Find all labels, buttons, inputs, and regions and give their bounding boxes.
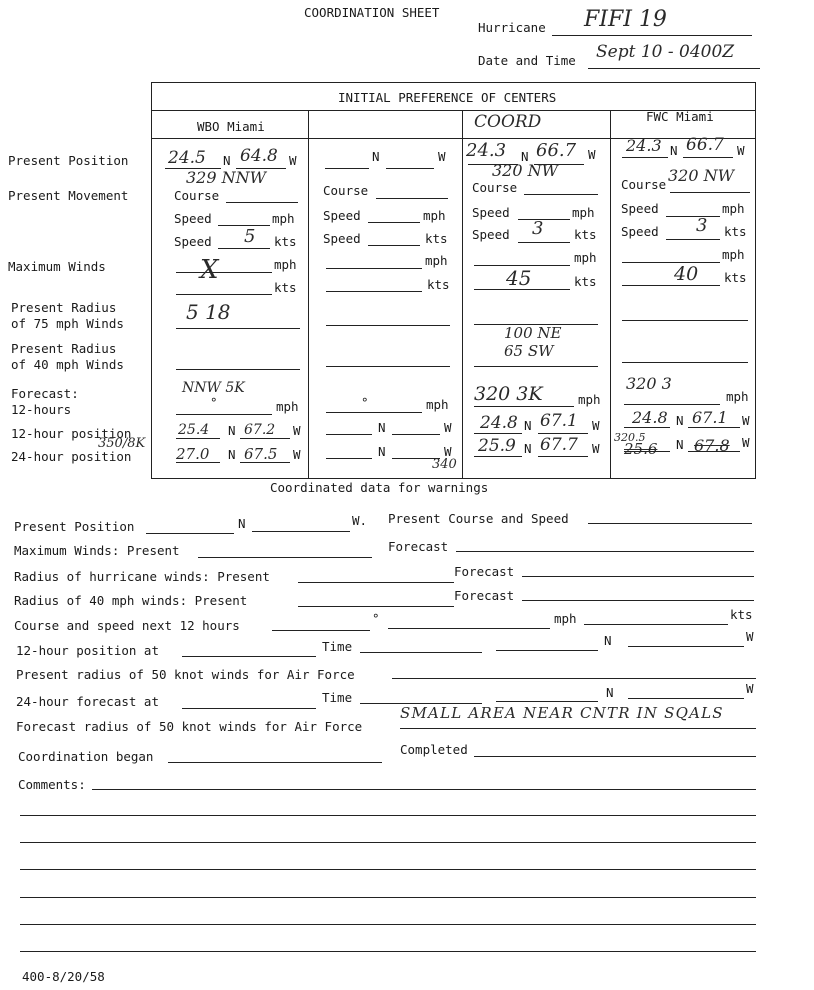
c2-course-label: Course: [323, 183, 369, 198]
c1-p12-lon-line: [240, 438, 290, 439]
c3-speed-kts-value: 3: [532, 218, 544, 239]
c3-speed-kts-unit: kts: [574, 227, 597, 242]
radius-40-label: Radius of 40 mph winds: Present: [14, 593, 248, 608]
col-label-coord: COORD: [474, 112, 542, 132]
c4-radius75-line: [622, 320, 748, 321]
c4-fc-value: 320 3: [626, 374, 672, 393]
c2-p12-lat-line: [326, 434, 372, 435]
row-label-pos12: 12-hour position: [11, 426, 132, 441]
course-speed-12-deg: °: [372, 611, 380, 626]
c3-fc-value: 320 3K: [474, 383, 543, 405]
col-label-divider: [152, 138, 755, 139]
c1-speed-mph-unit: mph: [272, 211, 295, 226]
c4-p12-lon: 67.1: [692, 408, 728, 427]
c2-speed-kts-line: [368, 245, 420, 246]
c4-p12-lat-line: [624, 427, 670, 428]
c4-speed-kts-line: [666, 239, 720, 240]
c3-p24-n: N: [524, 441, 532, 456]
c1-pos-w: W: [289, 153, 297, 168]
c1-pos-lon: 64.8: [240, 146, 278, 166]
c1-p24-n: N: [228, 447, 236, 462]
c1-speed-mph-label: Speed: [174, 211, 212, 226]
c4-maxwind-mph-line: [622, 262, 720, 263]
completed-label: Completed: [400, 742, 468, 757]
c1-side-note: 350/8K: [98, 436, 146, 451]
c3-p24-lat: 25.9: [478, 436, 516, 456]
comments-line-1: [92, 789, 756, 790]
row-label-maximum-winds: Maximum Winds: [8, 259, 106, 274]
c4-course-value: 320 NW: [668, 166, 735, 185]
c2-p12-lon-line: [392, 434, 440, 435]
course-speed-12-deg-line: [272, 630, 370, 631]
comments-line-6: [20, 924, 756, 925]
comments-line-3: [20, 842, 756, 843]
course-speed-12-mph-line: [388, 628, 550, 629]
c1-maxwind-kts-unit: kts: [274, 280, 297, 295]
c2-speed-mph-line: [368, 222, 420, 223]
comments-label: Comments:: [18, 777, 86, 792]
c4-pos-lon-line: [683, 157, 733, 158]
comments-line-5: [20, 897, 756, 898]
fc-radius50-af-label: Forecast radius of 50 knot winds for Air Force: [16, 719, 363, 734]
c2-fc-deg: °: [361, 395, 369, 410]
c2-speed-kts-label: Speed: [323, 231, 361, 246]
c3-course-label: Course: [472, 180, 518, 195]
c1-p12-lat-line: [176, 438, 220, 439]
c1-maxwind-mph-line: [176, 272, 272, 273]
c4-fc-mph: mph: [726, 389, 749, 404]
c2-speed-kts-unit: kts: [425, 231, 448, 246]
hurricane-label: Hurricane: [478, 20, 546, 35]
c4-p12-w: W: [742, 413, 750, 428]
c1-fc-line: [176, 414, 272, 415]
hurricane-line: [552, 35, 752, 36]
c4-p12-lat: 24.8: [632, 408, 668, 427]
c3-p12-w: W: [592, 418, 600, 433]
c1-p12-lat: 25.4: [178, 422, 210, 438]
course-speed-12-mph: mph: [554, 611, 577, 626]
col-divider-3: [610, 110, 611, 478]
coord-began-line: [168, 762, 382, 763]
c2-p12-w: W: [444, 420, 452, 435]
c3-maxwind-kts-unit: kts: [574, 274, 597, 289]
present-course-speed-label: Present Course and Speed: [388, 511, 569, 526]
radius50-af-label: Present radius of 50 knot winds for Air Force: [16, 667, 355, 682]
c3-speed-kts-line: [518, 242, 570, 243]
c2-pos-lon-line: [386, 168, 434, 169]
c4-speed-kts-label: Speed: [621, 224, 659, 239]
fc24-at-line: [182, 708, 316, 709]
c1-course-value: 329 NNW: [186, 168, 267, 187]
c3-p12-lat: 24.8: [480, 413, 518, 433]
c4-pos-lon: 66.7: [686, 135, 724, 155]
c4-speed-mph-line: [666, 216, 720, 217]
pos12-lon-line: [628, 646, 744, 647]
c1-pos-n: N: [223, 153, 231, 168]
c4-p12-n: N: [676, 413, 684, 428]
radius-40-line: [298, 606, 454, 607]
pos12-w: W: [746, 629, 754, 644]
pos12-lat-line: [496, 650, 598, 651]
fc24-n: N: [606, 685, 614, 700]
fc24-at-label: 24-hour forecast at: [16, 694, 159, 709]
c1-fc-value: NNW 5K: [182, 380, 245, 396]
c3-p12-lon-line: [538, 433, 588, 434]
c3-speed-mph-line: [518, 219, 570, 220]
c4-p24-note: 320.5: [614, 431, 646, 444]
c3-side-note: 340: [432, 457, 457, 472]
c3-radius40-line: [474, 366, 598, 367]
present-position-lon-line: [252, 531, 350, 532]
col-divider-1: [308, 110, 309, 478]
row-label-radius40-2: of 40 mph Winds: [11, 357, 124, 372]
c4-pos-w: W: [737, 143, 745, 158]
row-label-present-movement: Present Movement: [8, 188, 129, 203]
c1-fc-deg: °: [210, 395, 218, 410]
c2-p24-lat-line: [326, 458, 372, 459]
c1-p12-n: N: [228, 423, 236, 438]
row-label-radius75-1: Present Radius: [11, 300, 117, 315]
datetime-line: [588, 68, 760, 69]
c4-pos-n: N: [670, 143, 678, 158]
max-winds-forecast-line: [456, 551, 754, 552]
c1-radius75-line: [176, 328, 300, 329]
table-title: INITIAL PREFERENCE OF CENTERS: [338, 90, 557, 105]
c4-course-label: Course: [621, 177, 667, 192]
present-position-lat-line: [146, 533, 234, 534]
c1-p12-lon: 67.2: [244, 422, 276, 438]
c4-fc-line: [624, 404, 720, 405]
c1-pos-lat: 24.5: [168, 148, 206, 168]
col-divider-2: [462, 110, 463, 478]
pos12-time-line: [360, 652, 482, 653]
fc24-lon-line: [628, 698, 744, 699]
present-position-n: N: [238, 516, 246, 531]
c1-speed-kts-line: [218, 248, 270, 249]
c4-p24-lon: 67.8: [694, 436, 730, 455]
c1-maxwind-kts-line: [176, 294, 272, 295]
c3-p12-n: N: [524, 418, 532, 433]
c3-speed-kts-label: Speed: [472, 227, 510, 242]
c1-maxwind-value: X: [200, 255, 219, 285]
c2-p24-n: N: [378, 444, 386, 459]
comments-line-7: [20, 951, 756, 952]
course-speed-12-kts: kts: [730, 607, 753, 622]
form-id: 400-8/20/58: [22, 969, 105, 984]
c4-p24-w: W: [742, 435, 750, 450]
max-winds-label: Maximum Winds: Present: [14, 543, 180, 558]
radius50-af-line: [392, 678, 756, 679]
c2-p12-n: N: [378, 420, 386, 435]
c4-p24-lat: 25.6: [624, 440, 658, 458]
row-label-radius40-1: Present Radius: [11, 341, 117, 356]
c3-radius40-value: 100 NE 65 SW: [504, 324, 562, 360]
c3-course-line: [524, 194, 598, 195]
c4-p12-lon-line: [688, 427, 740, 428]
c1-p24-lon: 67.5: [244, 445, 278, 463]
c4-pos-lat-line: [622, 157, 668, 158]
c1-p24-w: W: [293, 447, 301, 462]
c2-maxwind-kts-line: [326, 291, 422, 292]
radius-hurricane-forecast-line: [522, 576, 754, 577]
c2-maxwind-kts-unit: kts: [427, 277, 450, 292]
c3-speed-mph-unit: mph: [572, 205, 595, 220]
c3-pos-n: N: [521, 149, 529, 164]
datetime-label: Date and Time: [478, 53, 576, 68]
c4-pos-lat: 24.3: [626, 136, 662, 155]
c1-speed-kts-value: 5: [244, 226, 256, 247]
comments-line-4: [20, 869, 756, 870]
row-label-radius75-2: of 75 mph Winds: [11, 316, 124, 331]
fc24-time-label: Time: [322, 690, 353, 705]
radius-40-forecast-line: [522, 600, 754, 601]
c4-speed-mph-unit: mph: [722, 201, 745, 216]
c2-speed-mph-label: Speed: [323, 208, 361, 223]
c1-course-line: [226, 202, 298, 203]
c4-radius40-line: [622, 362, 748, 363]
page-title: COORDINATION SHEET: [304, 5, 440, 20]
c1-radius40-line: [176, 369, 300, 370]
c4-speed-kts-unit: kts: [724, 224, 747, 239]
hurricane-name: FIFI 19: [584, 7, 667, 32]
course-speed-12-kts-line: [584, 624, 728, 625]
c3-fc-mph: mph: [578, 392, 601, 407]
c1-course-label: Course: [174, 188, 220, 203]
c3-maxwind-kts-value: 45: [506, 266, 532, 290]
radius-hurricane-forecast-label: Forecast: [454, 564, 515, 579]
c3-fc-line: [474, 406, 574, 407]
coordinated-title: Coordinated data for warnings: [270, 480, 489, 495]
radius-hurricane-label: Radius of hurricane winds: Present: [14, 569, 270, 584]
c2-pos-n: N: [372, 149, 380, 164]
c3-p12-lat-line: [474, 433, 522, 434]
c3-maxwind-mph-unit: mph: [574, 250, 597, 265]
course-speed-12-label: Course and speed next 12 hours: [14, 618, 240, 633]
c3-p24-lon: 67.7: [540, 435, 578, 455]
radius-40-forecast-label: Forecast: [454, 588, 515, 603]
c4-course-line: [670, 192, 750, 193]
row-label-forecast-2: 12-hours: [11, 402, 72, 417]
col-label-wbo: WBO Miami: [197, 119, 265, 134]
pos12-n: N: [604, 633, 612, 648]
c1-speed-kts-unit: kts: [274, 234, 297, 249]
comments-line-2: [20, 815, 756, 816]
pos12-at-line: [182, 656, 316, 657]
c2-fc-mph: mph: [426, 397, 449, 412]
c4-maxwind-kts-unit: kts: [724, 270, 747, 285]
row-label-forecast-1: Forecast:: [11, 386, 79, 401]
completed-line: [474, 756, 756, 757]
col-label-fwc: FWC Miami: [646, 109, 714, 124]
c2-p24-w: W: [444, 444, 452, 459]
c2-fc-line: [326, 412, 422, 413]
datetime-value: Sept 10 - 0400Z: [596, 42, 735, 62]
c3-p24-w: W: [592, 441, 600, 456]
c2-course-line: [376, 198, 448, 199]
fc24-w: W: [746, 681, 754, 696]
c1-p24-lat: 27.0: [176, 445, 210, 463]
c2-maxwind-mph-line: [326, 268, 422, 269]
c3-speed-mph-label: Speed: [472, 205, 510, 220]
fc-radius50-af-line: [400, 728, 756, 729]
c4-maxwind-kts-value: 40: [674, 263, 699, 285]
c3-course-value: 320 NW: [492, 161, 559, 180]
c2-pos-lat-line: [325, 168, 369, 169]
pos12-at-label: 12-hour position at: [16, 643, 159, 658]
c4-speed-mph-label: Speed: [621, 201, 659, 216]
c2-radius75-line: [326, 325, 450, 326]
row-label-pos24: 24-hour position: [11, 449, 132, 464]
c1-fc-mph: mph: [276, 399, 299, 414]
c1-radius75-value: 5 18: [186, 300, 231, 324]
c1-maxwind-mph-unit: mph: [274, 257, 297, 272]
present-course-speed-line: [588, 523, 752, 524]
radius-hurricane-line: [298, 582, 454, 583]
c4-p24-n: N: [676, 437, 684, 452]
fc24-lat-line: [496, 701, 598, 702]
fc-radius50-af-value: SMALL AREA NEAR CNTR IN SQALS: [400, 704, 724, 722]
c1-p12-w: W: [293, 423, 301, 438]
c3-p24-lat-line: [474, 456, 522, 457]
c4-maxwind-mph-unit: mph: [722, 247, 745, 262]
coord-began-label: Coordination began: [18, 749, 154, 764]
pos12-time-label: Time: [322, 639, 353, 654]
c3-pos-w: W: [588, 147, 596, 162]
c3-p24-lon-line: [538, 456, 588, 457]
c2-speed-mph-unit: mph: [423, 208, 446, 223]
c3-pos-lon: 66.7: [536, 140, 577, 161]
c4-maxwind-kts-line: [622, 285, 720, 286]
present-position-w: W.: [352, 513, 368, 528]
c3-pos-lat: 24.3: [466, 140, 507, 161]
c2-pos-w: W: [438, 149, 446, 164]
c4-speed-kts-value: 3: [696, 215, 708, 236]
c2-maxwind-mph-unit: mph: [425, 253, 448, 268]
c2-radius40-line: [326, 366, 450, 367]
max-winds-line: [198, 557, 372, 558]
row-label-present-position: Present Position: [8, 153, 129, 168]
max-winds-forecast-label: Forecast: [388, 539, 449, 554]
c3-p12-lon: 67.1: [540, 411, 578, 431]
present-position-label: Present Position: [14, 519, 135, 534]
c1-speed-kts-label: Speed: [174, 234, 212, 249]
